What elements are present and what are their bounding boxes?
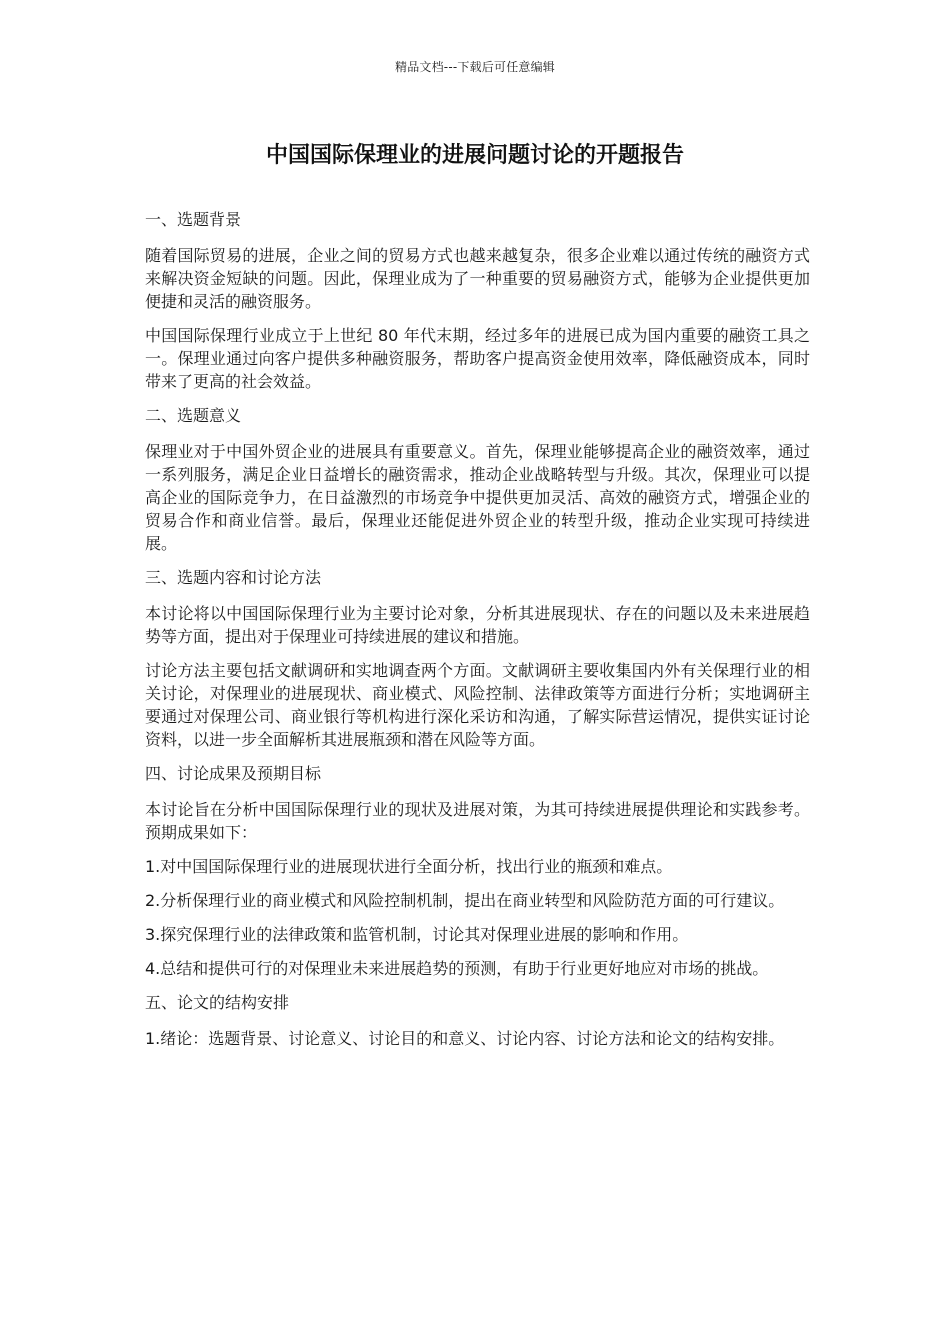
section-heading-structure: 五、论文的结构安排	[145, 993, 290, 1012]
paragraph-background-2: 中国国际保理行业成立于上世纪 80 年代末期，经过多年的进展已成为国内重要的融资工具之一。保理业通过向客户提供多种融资服务，帮助客户提高资金使用效率，降低融资成本，同时带来了更高的社会效益。	[145, 326, 810, 391]
section-heading-content-methods: 三、选题内容和讨论方法	[145, 568, 322, 587]
document-title: 中国国际保理业的进展问题讨论的开题报告	[265, 143, 684, 168]
paragraph-significance-1: 保理业对于中国外贸企业的进展具有重要意义。首先，保理业能够提高企业的融资效率，通过一系列服务，满足企业日益增长的融资需求，推动企业战略转型与升级。其次，保理业可以提高企业的国际竞争力，在日益激烈的市场竞争中提供更加灵活、高效的融资方式，增强企业的贸易合作和商业信誉。最后，保理业还能促进外贸企业的转型升级，推动企业实现可持续进展。	[145, 442, 810, 553]
section-heading-background: 一、选题背景	[145, 210, 242, 229]
section-heading-significance: 二、选题意义	[145, 406, 242, 425]
section-heading-outcomes: 四、讨论成果及预期目标	[145, 764, 322, 783]
document-body	[145, 208, 810, 1061]
list-item-structure-1: 1.绪论：选题背景、讨论意义、讨论目的和意义、讨论内容、讨论方法和论文的结构安排。	[145, 1029, 785, 1048]
list-item-outcome-4: 4.总结和提供可行的对保理业未来进展趋势的预测，有助于行业更好地应对市场的挑战。	[145, 959, 769, 978]
paragraph-background-1: 随着国际贸易的进展，企业之间的贸易方式也越来越复杂，很多企业难以通过传统的融资方式来解决资金短缺的问题。因此，保理业成为了一种重要的贸易融资方式，能够为企业提供更加便捷和灵活的融资服务。	[145, 246, 810, 311]
list-item-outcome-2: 2.分析保理行业的商业模式和风险控制机制，提出在商业转型和风险防范方面的可行建议。	[145, 891, 785, 910]
list-item-outcome-3: 3.探究保理行业的法律政策和监管机制，讨论其对保理业进展的影响和作用。	[145, 925, 689, 944]
header-note: 精品文档---下载后可任意编辑	[395, 60, 555, 74]
paragraph-outcomes-intro: 本讨论旨在分析中国国际保理行业的现状及进展对策，为其可持续进展提供理论和实践参考。预期成果如下：	[145, 800, 810, 842]
paragraph-content-1: 本讨论将以中国国际保理行业为主要讨论对象，分析其进展现状、存在的问题以及未来进展趋势等方面，提出对于保理业可持续进展的建议和措施。	[145, 604, 810, 646]
list-item-outcome-1: 1.对中国国际保理行业的进展现状进行全面分析，找出行业的瓶颈和难点。	[145, 857, 673, 876]
paragraph-methods-1: 讨论方法主要包括文献调研和实地调查两个方面。文献调研主要收集国内外有关保理行业的相关讨论，对保理业的进展现状、商业模式、风险控制、法律政策等方面进行分析；实地调研主要通过对保理公司、商业银行等机构进行深化采访和沟通，了解实际营运情况，提供实证讨论资料，以进一步全面解析其进展瓶颈和潜在风险等方面。	[145, 661, 810, 749]
